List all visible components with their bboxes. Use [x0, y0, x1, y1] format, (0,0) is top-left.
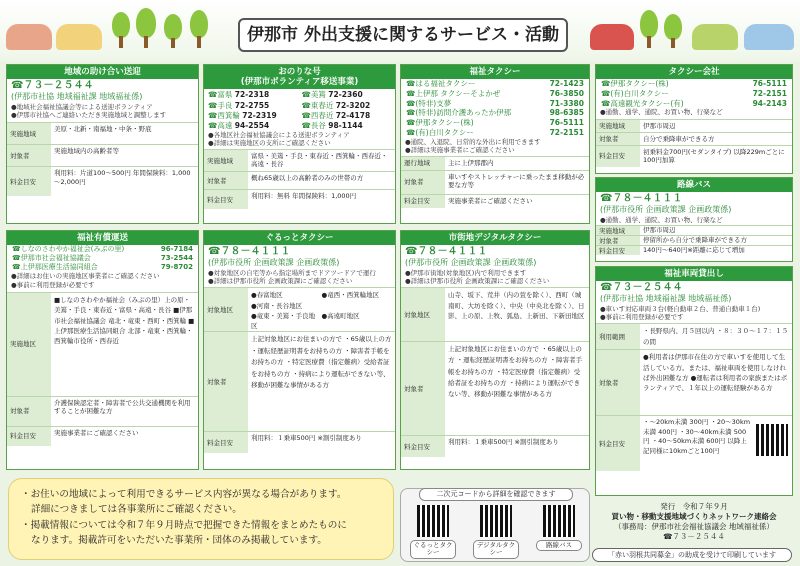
row-value: 美原・北新・南福地・中条・野底: [54, 125, 152, 134]
phone-number[interactable]: 72-2360: [328, 90, 363, 100]
issuer-office: （事務局：伊那市社会福祉協議会 地域福祉係）: [614, 522, 774, 532]
row-value: 富県・美篶・手良・東春近・西箕輪・西春近・高遠・長谷: [251, 152, 388, 169]
card-paid-transport: [6, 230, 199, 470]
bullet: ●詳細は伊那市役所 企画政策課にご確認ください: [405, 277, 550, 286]
row-label: 料金目安: [596, 416, 640, 471]
card-header: タクシー会社: [596, 65, 792, 79]
row-value: 140円～640円※距離に応じて増加: [643, 246, 745, 255]
row-label: 対象者: [401, 342, 445, 435]
card-header: 福祉車両貸出し: [596, 267, 792, 281]
card-welfare-taxi: 福祉タクシー ☎はる福祉タクシー 72-1423 ☎上伊那 タクシーそよかぜ 76-3850 ☎(特非)支夢 71-3380 ☎(特非)訪問介護あったか伊那 98-6385 ☎伊那タクシー(株) 76-5111 ☎(有)白川タクシー 72-2151 ●通院、入退院、日常的な外出に利用できます ●詳細は実施事業者にご確認ください 運行地域 主に上伊那郡内 対象者 車いすやストレッチャーに乗ったまま移動が必要な方等 料金目安 実施事業者にご確認ください: [400, 64, 590, 224]
car-icon: [56, 24, 102, 50]
row-label: 実施地域: [596, 120, 640, 132]
phone-number[interactable]: 72-2755: [234, 100, 270, 110]
bullet: ●事前に利用登録が必要です: [600, 313, 684, 322]
row-label: 料金目安: [204, 190, 248, 209]
phone-number[interactable]: 72-1423: [549, 79, 584, 89]
qr-code-icon[interactable]: [756, 424, 788, 456]
phone-number[interactable]: ☎７３－２５４４: [663, 532, 725, 542]
phone-number[interactable]: 73-2544: [160, 254, 193, 263]
row-value: 主に上伊那郡内: [448, 158, 494, 167]
notice-line: ・お住いの地域によって利用できるサービス内容が異なる場合があります。: [21, 489, 347, 500]
row-value: 上記対象地区にお住まいの方で ・65歳以上の方 ・運転経歴証明書をお持ちの方 ・障害者手帳をお持ちの方 ・特定医療費（指定難病）受給者証をお持ちの方 ・持病により運転ができない等、移動が困難な事情がある方: [251, 335, 392, 389]
row-value: 初乗料金700円(セダンタイプ) 以降229mごとに100円加算: [643, 147, 785, 164]
row-label: 対象者: [204, 332, 248, 431]
issuer-info: [596, 502, 792, 543]
phone-number[interactable]: 94-2143: [752, 98, 787, 108]
notice-line: なります。掲載許可をいただいた事業所・団体のみ掲載しています。: [31, 535, 327, 547]
provider-name: ☎しなのさわやか福祉会(みぶの里): [12, 245, 125, 254]
phone-number[interactable]: 72-2319: [242, 110, 277, 120]
tree-icon: [112, 12, 130, 38]
car-icon: [692, 24, 738, 50]
bullet: ●地域社会福祉協議会等による送迎ボランティア: [11, 103, 153, 112]
phone-number[interactable]: 76-3850: [549, 88, 584, 98]
phone-number[interactable]: 96-7184: [160, 245, 193, 254]
card-header: 福祉有償運送: [7, 231, 198, 245]
bullet: ●通院、入退院、日常的な外出に利用できます: [405, 137, 541, 146]
phone-number[interactable]: 72-4178: [335, 110, 371, 120]
phone-number[interactable]: 71-3380: [549, 98, 584, 108]
row-label: 対象地区: [204, 288, 248, 331]
row-value: 伊那市周辺: [643, 226, 676, 235]
row-value: 利用料：片道100～500円 年間保険料：1,000～2,000円: [54, 169, 191, 186]
qr-code-icon[interactable]: [417, 505, 449, 537]
row-label: 料金目安: [596, 146, 640, 167]
area-list: ●春富地区 ●竜西・西箕輪地区 ●河南・長谷地区 ●竜東・美篶・手良地区 ●高遠町地区: [251, 291, 380, 330]
row-label: 実施地域: [204, 150, 248, 171]
row-value: 山寺、坂下、荒井（内の萱を除く）、西町（城南町、大坊を除く）、中央（中央北を除く）、日影、上の原、上牧、狐島、上新田、下新田地区: [448, 291, 585, 321]
row-value: 介護保険認定者・障害者で公共交通機関を利用することが困難な方: [54, 398, 191, 415]
row-label: 料金目安: [7, 427, 51, 446]
card-vehicle-loan: [595, 266, 793, 496]
phone-number[interactable]: 76-5111: [549, 118, 584, 128]
row-value: 伊那市周辺: [643, 121, 676, 130]
tree-icon: [136, 8, 156, 38]
row-label: 料金目安: [401, 195, 445, 208]
qr-code-panel: [400, 488, 590, 562]
card-route-bus: [595, 177, 793, 262]
bullet: ●各地区社会福祉協議会による送迎ボランティア: [208, 130, 350, 139]
row-value: ■しなのさわやか福祉会（みぶの里）上の原・美篶・手良・東春近・富県・高遠・長谷 ■伊那市社会福祉協議会 竜北・竜東・西町・西箕輪 ■上伊那医療生活協同組合 北部・竜東・西箕輪・西箕輪市役所・西春近: [54, 295, 195, 346]
row-label: 対象地区: [401, 288, 445, 341]
tree-icon: [190, 10, 208, 38]
bullet: ●詳細はお住いの実施地区事業者にご確認ください: [11, 272, 160, 281]
contact-office: (伊那市役所 企画政策課 企画政策係): [208, 258, 340, 268]
row-label: 実施地区: [7, 293, 51, 396]
car-icon: [590, 24, 634, 50]
phone-number[interactable]: 72-2151: [549, 127, 584, 137]
contact-office: (伊那市役所 企画政策課 企画政策係): [600, 205, 732, 215]
phone-number[interactable]: ☎７３－２５４４: [11, 80, 94, 92]
phone-number[interactable]: 72-3202: [335, 100, 371, 110]
contact-office: (伊那市社協 地域福祉課 地域福祉係): [600, 294, 732, 304]
card-header: 路線バス: [596, 178, 792, 192]
row-value: ・長野県内、月５回以内 ・８：３０～１７：１５の間: [643, 327, 789, 346]
row-value: 概ね65歳以上の高齢者のみの世帯の方: [251, 174, 364, 183]
phone-number[interactable]: 72-2151: [752, 88, 787, 98]
provider-name: ☎上伊那医療生活協同組合: [12, 263, 98, 272]
notice-line: ・掲載情報については令和７年９月時点で把握できた情報をまとめたものに: [21, 519, 347, 531]
notice-box: [8, 478, 394, 560]
card-taxi-company: タクシー会社 ☎伊那タクシー(株) 76-5111 ☎(有)白川タクシー 72-2151 ☎高遠観光タクシー(有) 94-2143 ●通勤、通学、通院、お買い物、行楽など 実施地域 伊那市周辺 対象者 自分で乗降車ができる方 料金目安 初乗料金700円(セダンタイプ) 以降229mごとに100円加算: [595, 64, 793, 174]
phone-grid: ☎富県 72-2318 ☎美篶 72-2360 ☎手良 72-2755 ☎東春近 72-3202 ☎西箕輪 72-2319 ☎西春近 72-4178 ☎高遠 94-2554 ☎長谷 98-1144: [208, 90, 371, 130]
row-value: 利用料：１乗車500円 ※割引制度あり: [251, 434, 362, 443]
row-label: 対象者: [596, 236, 640, 245]
contact-office: (伊那市役所 企画政策課 企画政策係): [405, 258, 537, 268]
row-label: 対象者: [7, 397, 51, 426]
row-label: 対象者: [596, 133, 640, 145]
row-value: 利用料：無料 年間保険料：1,000円: [251, 192, 357, 201]
qr-label: ぐるっとタクシー: [410, 540, 456, 559]
row-label: 運行地域: [401, 157, 445, 170]
card-header: ぐるっとタクシー: [204, 231, 395, 245]
row-label: 対象者: [401, 171, 445, 194]
funding-note: 「赤い羽根共同募金」の助成を受けて印刷しています: [592, 548, 792, 562]
row-label: 料金目安: [204, 432, 248, 453]
row-label: 利用範囲: [596, 324, 640, 349]
phone-number[interactable]: ☎７８－４１１１: [405, 246, 488, 258]
card-onorina: [203, 64, 396, 224]
bullet: ●対象地区の自宅等から指定場所までドアツードアで運行: [208, 269, 376, 278]
bullet: ●伊那市社協へご連絡いただき実施地域と調整します: [11, 111, 167, 120]
card-subheader: (伊那市ボランティア移送事業): [240, 77, 359, 88]
row-label: 料金目安: [596, 246, 640, 255]
phone-number[interactable]: ☎７８－４１１１: [208, 246, 291, 258]
issue-date: 発行 令和７年９月: [660, 502, 728, 511]
row-label: 料金目安: [7, 167, 51, 196]
card-digital-taxi: [400, 230, 590, 470]
notice-line: 詳細につきましては各事業所にご確認ください。: [31, 504, 242, 516]
contact-office: (伊那市社協 地域福祉課 地域福祉係): [11, 92, 143, 102]
qr-panel-title: 二次元コードから詳細を確認できます: [419, 488, 573, 501]
row-value: 実施事業者にご確認ください: [448, 196, 533, 205]
phone-number[interactable]: 94-2554: [234, 120, 270, 130]
page-title: 伊那市 外出支援に関するサービス・活動: [238, 18, 568, 52]
card-header: 福祉タクシー: [401, 65, 589, 79]
phone-number[interactable]: 79-8702: [160, 263, 193, 272]
row-label: 対象者: [204, 172, 248, 189]
row-value: 実施地域内の高齢者等: [54, 147, 119, 156]
bullet: ●通勤、通学、通院、お買い物、行楽など: [600, 216, 723, 225]
row-value: 利用料：１乗車500円 ※割引制度あり: [448, 438, 559, 447]
row-value: 停留所から自分で乗降車ができる方: [643, 236, 747, 245]
phone-number[interactable]: 72-2318: [234, 90, 270, 100]
row-value: ●利用者は伊那市在住の方で車いすを使用して生活している方。または、福祉車両を使用しなければ外出困難な方 ●運転者は利用者の家族またはボランティアで、１年以上の運転経験がある方: [643, 353, 788, 392]
row-value: 車いすやストレッチャーに乗ったまま移動が必要な方等: [448, 172, 585, 190]
row-label: 実施地域: [596, 226, 640, 235]
qr-code-icon[interactable]: [543, 505, 575, 537]
row-label: 対象者: [596, 350, 640, 415]
tree-icon: [640, 10, 658, 38]
issuer-name: 買い物・移動支援地域づくりネットワーク連絡会: [611, 512, 777, 522]
row-value: 実施事業者にご確認ください: [54, 428, 139, 437]
card-header: 地域の助け合い送迎: [7, 65, 198, 79]
bullet: ●詳細は実施地区の支所にご確認ください: [208, 139, 331, 147]
phone-number[interactable]: 98-6385: [549, 108, 584, 118]
qr-code-icon[interactable]: [480, 505, 512, 537]
row-label: 対象者: [7, 145, 51, 166]
row-value: ・～20km未満 300円 ・20～30km未満 400円 ・30～40km未満 500円 ・40～50km未満 600円 以降上記同様に10kmごと100円: [643, 418, 751, 455]
bullet: ●事前に利用登録が必要です: [11, 280, 95, 289]
bullet: ●車いす対応車両３台(軽自動車２台、普通自動車１台): [600, 305, 761, 314]
row-label: 料金目安: [401, 436, 445, 457]
qr-label: デジタルタクシー: [473, 540, 519, 559]
phone-number[interactable]: ☎７３－２５４４: [600, 282, 683, 294]
provider-name: ☎伊那市社会福祉協議会: [12, 254, 91, 263]
card-header: おのりな号 (伊那市ボランティア移送事業): [204, 65, 395, 89]
row-label: 実施地域: [7, 123, 51, 144]
row-value: 自分で乗降車ができる方: [643, 134, 715, 143]
card-gurutto-taxi: [203, 230, 396, 470]
bullet: ●詳細は実施事業者にご確認ください: [405, 145, 515, 154]
bullet: ●詳細は伊那市役所 企画政策課にご確認ください: [208, 277, 353, 286]
phone-number[interactable]: 76-5111: [752, 79, 787, 89]
bullet: ●伊那市街地(対象地区)内で利用できます: [405, 269, 527, 278]
phone-number[interactable]: ☎７８－４１１１: [600, 193, 683, 205]
qr-label: 路線バス: [536, 540, 582, 551]
tree-icon: [664, 14, 682, 40]
car-icon: [6, 24, 52, 50]
card-header: 市街地デジタルタクシー: [401, 231, 589, 245]
row-value: 上記対象地区にお住まいの方で ・65歳以上の方 ・運転経歴証明書をお持ちの方 ・障害者手帳をお持ちの方 ・特定医療費（指定難病）受給者証をお持ちの方 ・持病により運転ができない等、移動が困難な事情がある方: [448, 345, 583, 398]
bullet: ●通勤、通学、通院、お買い物、行楽など: [600, 108, 723, 117]
phone-number[interactable]: 98-1144: [328, 120, 363, 130]
card-mutual-aid: [6, 64, 199, 224]
car-icon: [744, 24, 794, 50]
tree-icon: [164, 14, 182, 40]
